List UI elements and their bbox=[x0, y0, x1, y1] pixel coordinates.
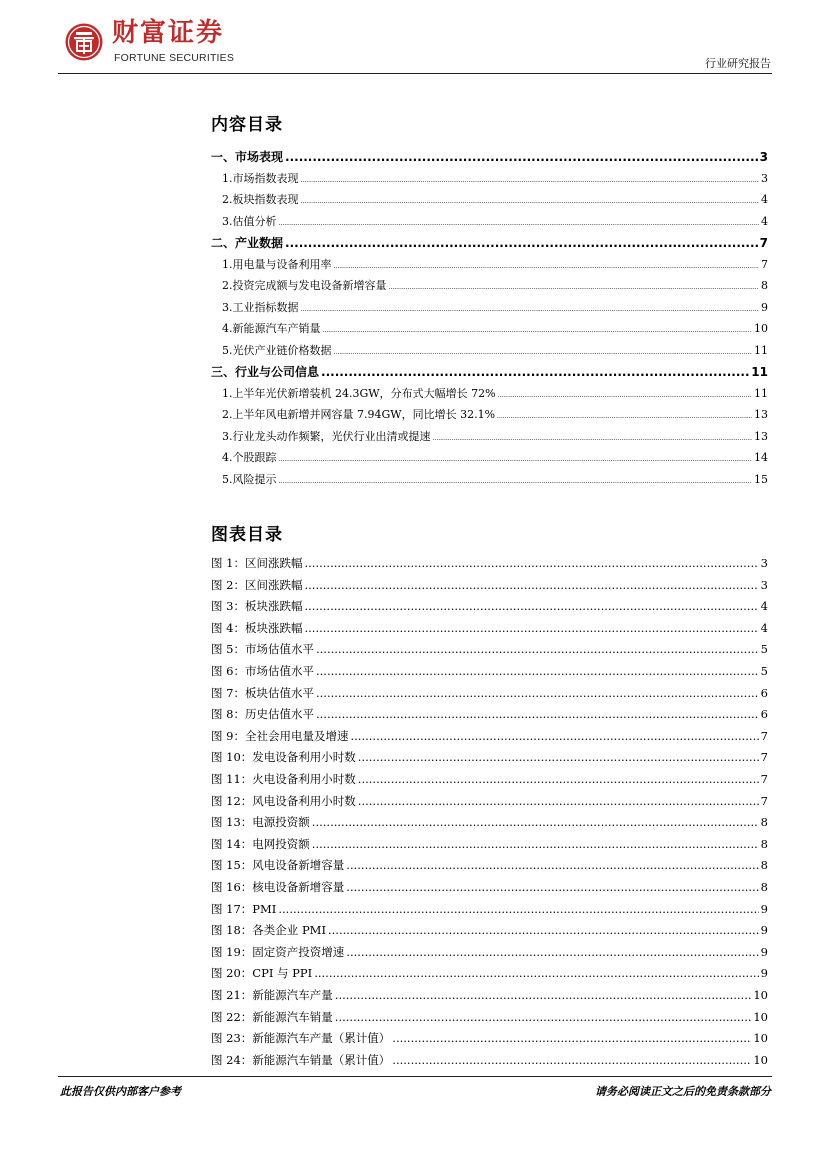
figure-page-number: 8 bbox=[760, 815, 768, 830]
toc-page-number: 3 bbox=[759, 150, 768, 164]
figure-entry-title: 图 18：各类企业 PMI bbox=[211, 923, 326, 938]
figure-dot-leader bbox=[392, 1053, 751, 1067]
toc-entry-title: 二、产业数据 bbox=[211, 236, 284, 250]
figure-entry-title: 图 8：历史估值水平 bbox=[211, 707, 314, 722]
figure-entry-title: 图 21：新能源汽车产量 bbox=[211, 988, 333, 1002]
toc-page-number: 11 bbox=[751, 365, 768, 379]
figure-page-number: 9 bbox=[760, 901, 768, 916]
toc-dot-leader bbox=[389, 284, 760, 291]
figures-title: 图表目录 bbox=[211, 525, 283, 545]
toc-dot-leader bbox=[497, 413, 752, 420]
figure-page-number: 9 bbox=[760, 923, 768, 938]
figure-dot-leader bbox=[346, 880, 758, 894]
toc-entry-title: 2.投资完成额与发电设备新增容量 bbox=[222, 279, 387, 292]
toc-page-number: 14 bbox=[754, 451, 768, 464]
figure-page-number: 6 bbox=[760, 685, 768, 700]
toc-subsection-entry[interactable] bbox=[211, 170, 768, 186]
figure-entry-title: 图 17：PMI bbox=[211, 901, 277, 916]
figure-dot-leader bbox=[316, 664, 759, 678]
toc-page-number: 11 bbox=[754, 386, 768, 400]
figure-list-entry[interactable] bbox=[211, 1009, 768, 1025]
figure-entry-title: 图 1：区间涨跌幅 bbox=[211, 556, 303, 570]
figure-page-number: 5 bbox=[760, 664, 768, 678]
figure-page-number: 9 bbox=[760, 944, 768, 959]
figure-page-number: 5 bbox=[760, 642, 768, 657]
figure-dot-leader bbox=[314, 966, 758, 980]
toc-subsection-entry[interactable] bbox=[211, 428, 768, 444]
figure-entry-title: 图 20：CPI 与 PPI bbox=[211, 966, 313, 981]
figure-dot-leader bbox=[312, 837, 759, 851]
toc-subsection-entry[interactable] bbox=[211, 471, 768, 487]
figure-dot-leader bbox=[316, 642, 759, 656]
toc-page-number: 11 bbox=[754, 343, 768, 357]
contents-title: 内容目录 bbox=[211, 115, 283, 135]
figure-dot-leader bbox=[358, 772, 759, 786]
toc-dot-leader bbox=[301, 198, 760, 205]
figure-entry-title: 图 9：全社会用电量及增速 bbox=[211, 728, 349, 743]
toc-entry-title: 5.光伏产业链价格数据 bbox=[222, 343, 332, 357]
figure-dot-leader bbox=[358, 750, 759, 764]
figure-entry-title: 图 3：板块涨跌幅 bbox=[211, 599, 303, 614]
figure-list-entry[interactable] bbox=[211, 922, 768, 938]
figure-list-entry[interactable] bbox=[211, 685, 768, 701]
figure-list-entry[interactable] bbox=[211, 598, 768, 614]
toc-dot-leader bbox=[498, 392, 752, 399]
figure-list-entry[interactable] bbox=[211, 793, 768, 809]
figure-list-entry[interactable] bbox=[211, 1052, 768, 1068]
toc-entry-title: 5.风险提示 bbox=[222, 472, 277, 486]
toc-entry-title: 1.用电量与设备利用率 bbox=[222, 257, 332, 271]
footer-disclaimer-right: 请务必阅读正文之后的免责条款部分 bbox=[595, 1085, 771, 1098]
toc-entry-title: 三、行业与公司信息 bbox=[211, 365, 320, 379]
toc-entry-title: 一、市场表现 bbox=[211, 150, 284, 164]
figure-list-entry[interactable] bbox=[211, 1030, 768, 1046]
toc-dot-leader bbox=[334, 263, 760, 270]
figure-list-entry[interactable] bbox=[211, 965, 768, 981]
figure-list-entry[interactable] bbox=[211, 836, 768, 852]
toc-subsection-entry[interactable] bbox=[211, 449, 768, 465]
figure-entry-title: 图 22：新能源汽车销量 bbox=[211, 1009, 333, 1024]
toc-dot-leader bbox=[301, 177, 760, 184]
figure-dot-leader bbox=[304, 599, 758, 613]
figure-entry-title: 图 12：风电设备利用小时数 bbox=[211, 793, 356, 808]
toc-subsection-entry[interactable] bbox=[211, 213, 768, 229]
toc-subsection-entry[interactable] bbox=[211, 191, 768, 207]
toc-dot-leader bbox=[285, 150, 758, 164]
toc-section-entry[interactable] bbox=[211, 234, 768, 251]
toc-page-number: 7 bbox=[761, 257, 768, 271]
toc-section-entry[interactable] bbox=[211, 148, 768, 165]
figure-dot-leader bbox=[346, 858, 758, 872]
figure-dot-leader bbox=[358, 794, 759, 808]
figure-dot-leader bbox=[312, 815, 759, 829]
toc-subsection-entry[interactable] bbox=[211, 406, 768, 422]
figure-list-entry[interactable] bbox=[211, 641, 768, 657]
toc-page-number: 15 bbox=[754, 472, 768, 486]
figure-list-entry[interactable] bbox=[211, 577, 768, 593]
toc-section-entry[interactable] bbox=[211, 363, 768, 380]
figure-page-number: 4 bbox=[760, 620, 768, 635]
figure-dot-leader bbox=[278, 902, 758, 916]
toc-page-number: 13 bbox=[754, 408, 768, 421]
figure-list-entry[interactable] bbox=[211, 879, 768, 895]
figure-dot-leader bbox=[392, 1031, 751, 1045]
figure-entry-title: 图 10：发电设备利用小时数 bbox=[211, 750, 356, 765]
toc-page-number: 9 bbox=[761, 300, 768, 314]
footer-disclaimer-left: 此报告仅供内部客户参考 bbox=[60, 1085, 181, 1098]
figure-entry-title: 图 15：风电设备新增容量 bbox=[211, 858, 345, 873]
toc-page-number: 8 bbox=[761, 279, 768, 292]
toc-entry-title: 2.板块指数表现 bbox=[222, 193, 299, 206]
toc-entry-title: 2.上半年风电新增并网容量 7.94GW，同比增长 32.1% bbox=[222, 408, 496, 421]
toc-page-number: 13 bbox=[754, 429, 768, 443]
figure-page-number: 9 bbox=[760, 966, 768, 981]
toc-dot-leader bbox=[301, 306, 760, 313]
figure-list-entry[interactable] bbox=[211, 987, 768, 1003]
toc-dot-leader bbox=[285, 236, 758, 250]
figure-page-number: 7 bbox=[760, 728, 768, 743]
toc-page-number: 4 bbox=[761, 193, 768, 206]
figure-dot-leader bbox=[316, 707, 759, 721]
toc-entry-title: 1.市场指数表现 bbox=[222, 171, 299, 185]
figure-list-entry[interactable] bbox=[211, 901, 768, 917]
figure-page-number: 10 bbox=[753, 1009, 768, 1024]
toc-entry-title: 3.工业指标数据 bbox=[222, 300, 299, 314]
figure-dot-leader bbox=[304, 621, 758, 635]
figure-page-number: 7 bbox=[760, 750, 768, 765]
figure-page-number: 7 bbox=[760, 772, 768, 786]
toc-subsection-entry[interactable] bbox=[211, 320, 768, 336]
toc-subsection-entry[interactable] bbox=[211, 342, 768, 358]
figure-page-number: 10 bbox=[753, 988, 768, 1002]
toc-dot-leader bbox=[334, 349, 753, 356]
figure-dot-leader bbox=[304, 556, 758, 570]
toc-dot-leader bbox=[323, 327, 753, 334]
figure-entry-title: 图 5：市场估值水平 bbox=[211, 642, 314, 657]
figure-page-number: 3 bbox=[760, 577, 768, 592]
figure-entry-title: 图 2：区间涨跌幅 bbox=[211, 577, 303, 592]
figure-list-entry[interactable] bbox=[211, 857, 768, 873]
figure-list-entry[interactable] bbox=[211, 814, 768, 830]
figure-page-number: 8 bbox=[760, 858, 768, 873]
brand-name-en: FORTUNE SECURITIES bbox=[114, 52, 235, 64]
figure-list-entry[interactable] bbox=[211, 728, 768, 744]
toc-entry-title: 1.上半年光伏新增装机 24.3GW，分布式大幅增长 72% bbox=[222, 386, 496, 400]
figure-entry-title: 图 13：电源投资额 bbox=[211, 815, 310, 830]
figure-entry-title: 图 4：板块涨跌幅 bbox=[211, 620, 303, 635]
figure-entry-title: 图 19：固定资产投资增速 bbox=[211, 944, 345, 959]
figure-entry-title: 图 6：市场估值水平 bbox=[211, 664, 314, 678]
figure-dot-leader bbox=[335, 1010, 752, 1024]
figure-page-number: 8 bbox=[760, 836, 768, 851]
toc-subsection-entry[interactable] bbox=[211, 256, 768, 272]
toc-subsection-entry[interactable] bbox=[211, 277, 768, 293]
figure-page-number: 3 bbox=[760, 556, 768, 570]
figure-entry-title: 图 24：新能源汽车销量（累计值） bbox=[211, 1052, 391, 1067]
toc-subsection-entry[interactable] bbox=[211, 299, 768, 315]
figure-list-entry[interactable] bbox=[211, 706, 768, 722]
figure-page-number: 4 bbox=[760, 599, 768, 614]
toc-entry-title: 4.个股跟踪 bbox=[222, 451, 277, 464]
toc-page-number: 10 bbox=[754, 322, 768, 335]
figure-page-number: 7 bbox=[760, 793, 768, 808]
toc-entry-title: 4.新能源汽车产销量 bbox=[222, 322, 321, 335]
fortune-securities-logo-icon bbox=[64, 22, 104, 62]
toc-dot-leader bbox=[279, 478, 753, 485]
figure-list-entry[interactable] bbox=[211, 771, 768, 787]
figure-entry-title: 图 23：新能源汽车产量（累计值） bbox=[211, 1031, 391, 1046]
toc-entry-title: 3.估值分析 bbox=[222, 214, 277, 228]
header-divider bbox=[58, 73, 772, 74]
toc-dot-leader bbox=[433, 435, 753, 442]
figure-page-number: 8 bbox=[760, 880, 768, 894]
toc-page-number: 4 bbox=[761, 214, 768, 228]
figure-entry-title: 图 7：板块估值水平 bbox=[211, 685, 314, 700]
figure-list-entry[interactable] bbox=[211, 620, 768, 636]
toc-dot-leader bbox=[321, 365, 749, 379]
figure-list-entry[interactable] bbox=[211, 663, 768, 679]
footer-divider bbox=[58, 1076, 772, 1077]
figure-entry-title: 图 11：火电设备利用小时数 bbox=[211, 772, 356, 786]
toc-dot-leader bbox=[279, 220, 760, 227]
figure-dot-leader bbox=[328, 923, 759, 937]
figure-entry-title: 图 16：核电设备新增容量 bbox=[211, 880, 345, 894]
figure-dot-leader bbox=[346, 945, 758, 959]
figure-page-number: 10 bbox=[753, 1052, 768, 1067]
figure-entry-title: 图 14：电网投资额 bbox=[211, 836, 310, 851]
figure-dot-leader bbox=[316, 686, 759, 700]
figure-list-entry[interactable] bbox=[211, 555, 768, 571]
figure-page-number: 10 bbox=[753, 1031, 768, 1046]
brand-name-cn: 财富证券 bbox=[112, 18, 225, 48]
toc-page-number: 7 bbox=[759, 236, 768, 250]
toc-page-number: 3 bbox=[761, 171, 768, 185]
toc-entry-title: 3.行业龙头动作频繁，光伏行业出清或提速 bbox=[222, 429, 431, 443]
figure-list-entry[interactable] bbox=[211, 944, 768, 960]
figure-page-number: 6 bbox=[760, 707, 768, 722]
report-type-label: 行业研究报告 bbox=[705, 57, 771, 70]
figure-dot-leader bbox=[304, 578, 758, 592]
toc-subsection-entry[interactable] bbox=[211, 385, 768, 401]
figure-dot-leader bbox=[335, 988, 752, 1002]
toc-dot-leader bbox=[279, 456, 753, 463]
figure-dot-leader bbox=[350, 729, 758, 743]
figure-list-entry[interactable] bbox=[211, 749, 768, 765]
page-header bbox=[0, 0, 827, 80]
